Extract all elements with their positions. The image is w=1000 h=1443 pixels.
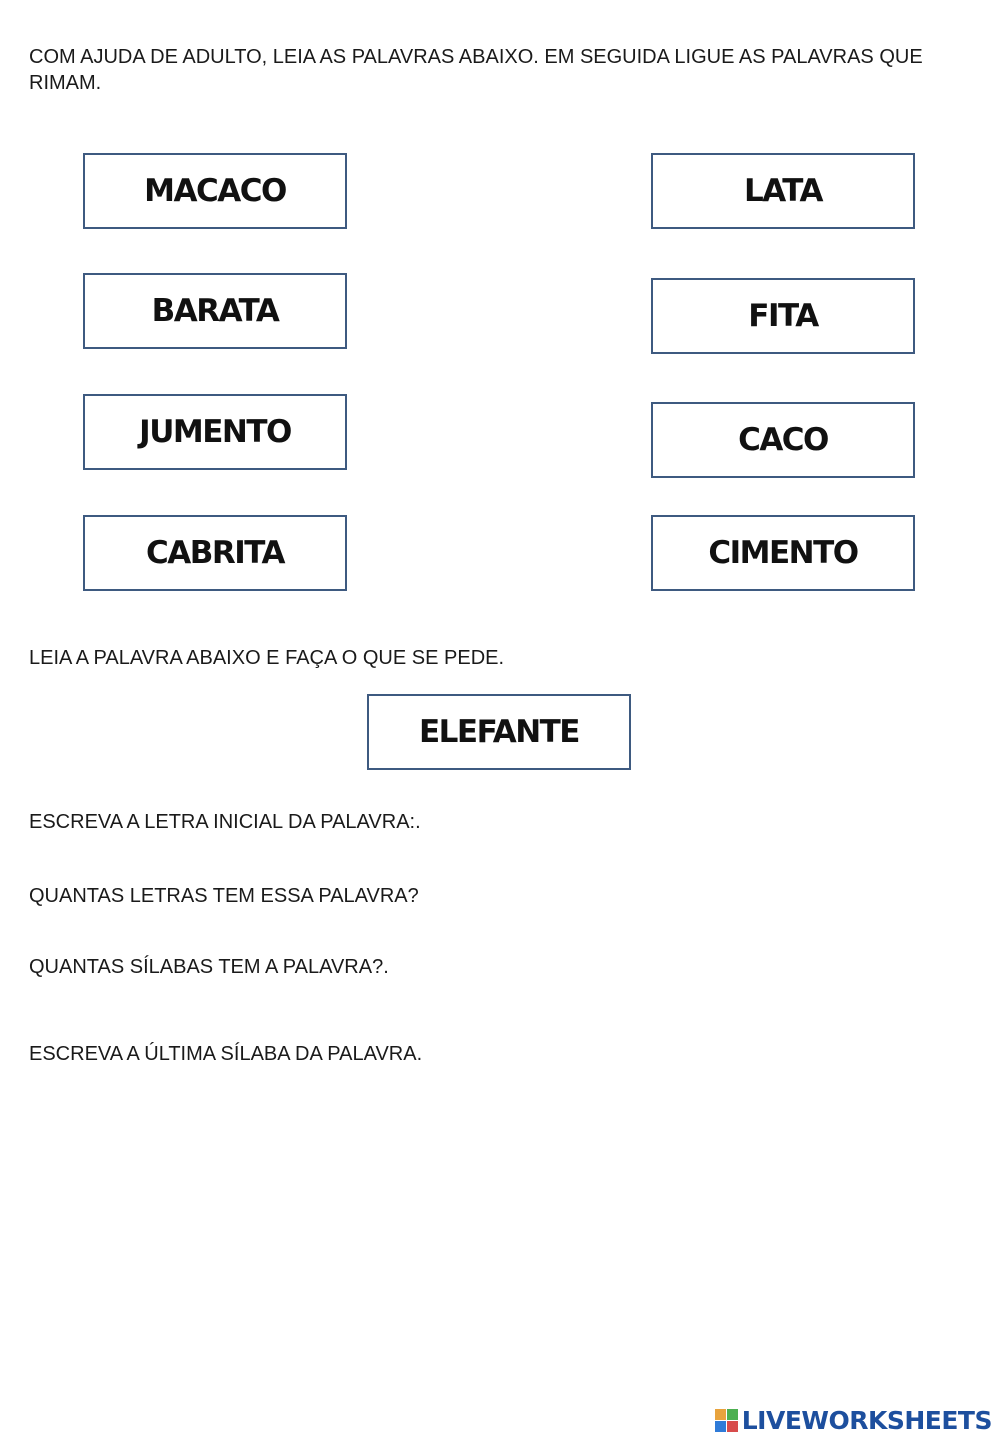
word-box-jumento[interactable]: JUMENTO [83, 394, 347, 470]
word-box-barata[interactable]: BARATA [83, 273, 347, 349]
instruction-read-word: LEIA A PALAVRA ABAIXO E FAÇA O QUE SE PEDE. [29, 647, 505, 669]
logo-tile [715, 1421, 726, 1432]
liveworksheets-logo-icon [715, 1409, 738, 1432]
question-last-syllable: ESCREVA A ÚLTIMA SÍLABA DA PALAVRA. [29, 1043, 423, 1065]
word-box-cimento[interactable]: CIMENTO [651, 515, 915, 591]
logo-tile [727, 1421, 738, 1432]
brand-name: LIVEWORKSHEETS [741, 1406, 992, 1435]
word-box-caco[interactable]: CACO [651, 402, 915, 478]
word-box-macaco[interactable]: MACACO [83, 153, 347, 229]
question-syllable-count: QUANTAS SÍLABAS TEM A PALAVRA?. [29, 956, 389, 978]
featured-word-box: ELEFANTE [367, 694, 631, 770]
word-box-cabrita[interactable]: CABRITA [83, 515, 347, 591]
word-box-fita[interactable]: FITA [651, 278, 915, 354]
question-initial-letter: ESCREVA A LETRA INICIAL DA PALAVRA:. [29, 811, 421, 833]
instruction-match-rhymes: COM AJUDA DE ADULTO, LEIA AS PALAVRAS ABAIXO. EM SEGUIDA LIGUE AS PALAVRAS QUE RIMAM. [29, 46, 923, 94]
word-box-lata[interactable]: LATA [651, 153, 915, 229]
brand-watermark [715, 1406, 992, 1435]
question-letter-count: QUANTAS LETRAS TEM ESSA PALAVRA? [29, 885, 419, 907]
logo-tile [715, 1409, 726, 1420]
logo-tile [727, 1409, 738, 1420]
